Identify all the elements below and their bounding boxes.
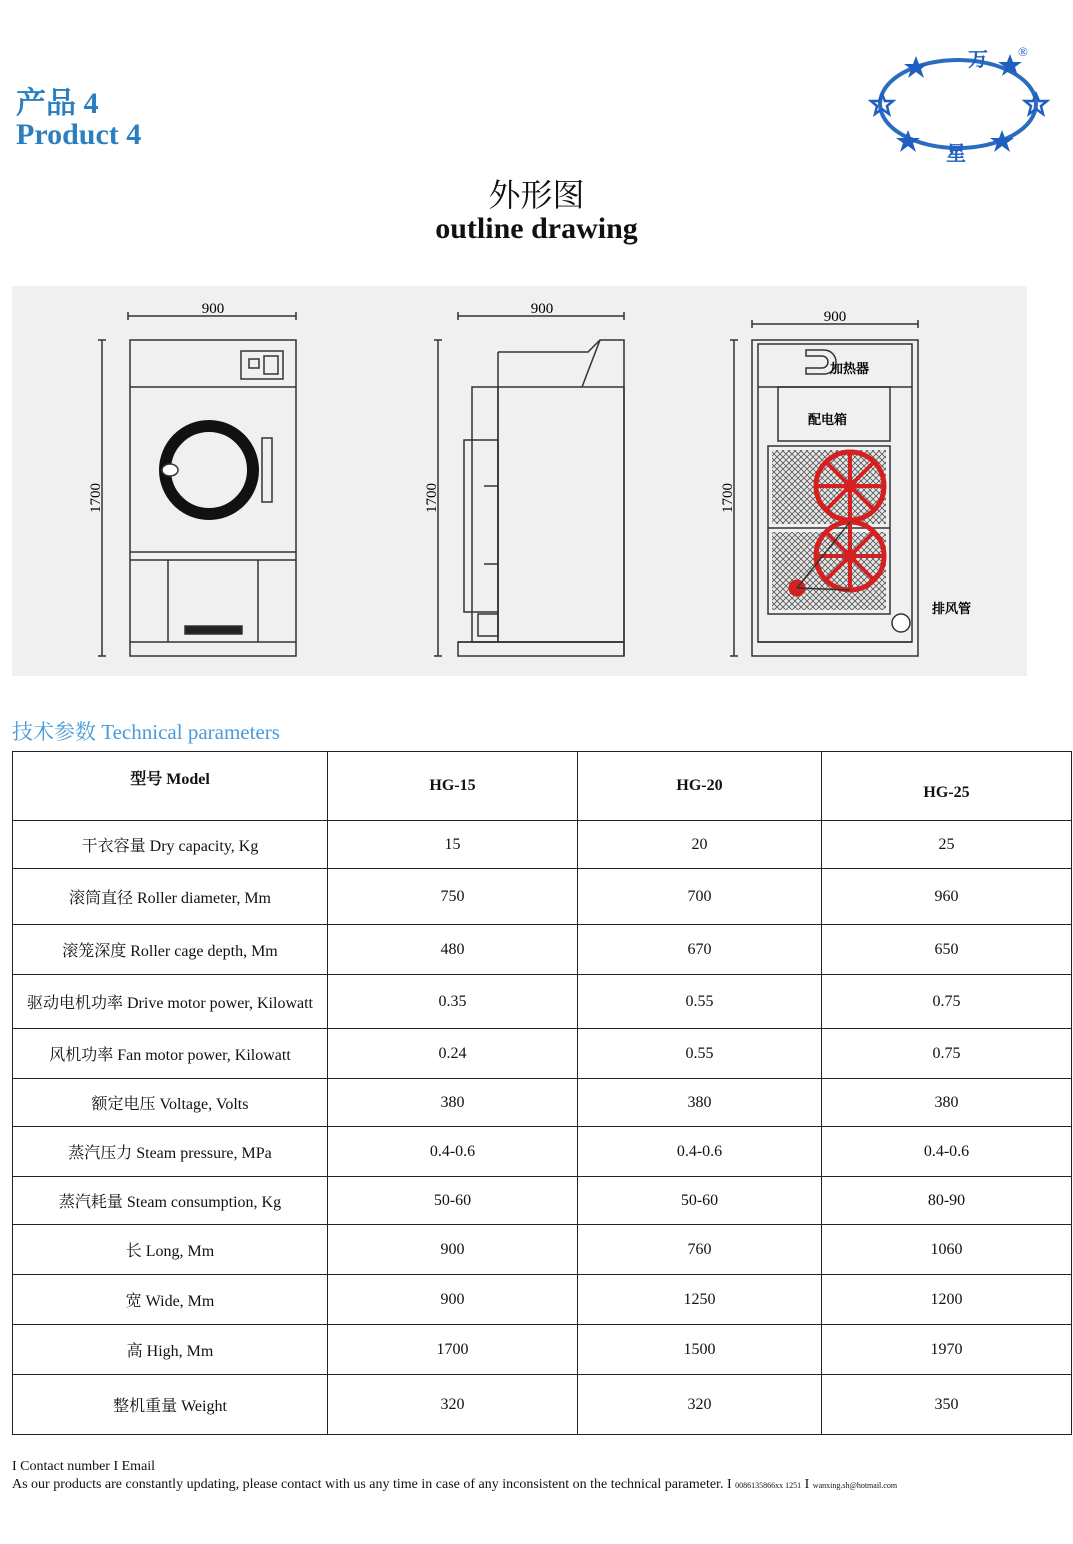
- param-value: 0.55: [578, 975, 822, 1029]
- param-label: 蒸汽耗量 Steam consumption, Kg: [13, 1177, 328, 1225]
- param-value: 50-60: [578, 1177, 822, 1225]
- table-row: [13, 1375, 1072, 1435]
- table-row: [13, 1127, 1072, 1177]
- param-value: 20: [578, 821, 822, 869]
- param-value: 0.4-0.6: [822, 1127, 1072, 1177]
- table-row: [13, 1177, 1072, 1225]
- param-value: 320: [578, 1375, 822, 1435]
- logo-char-bottom: 星: [946, 143, 966, 165]
- lower-mesh: [772, 532, 886, 610]
- table-row: [13, 975, 1072, 1029]
- param-label: 蒸汽压力 Steam pressure, MPa: [13, 1127, 328, 1177]
- parameters-table: [12, 751, 1072, 1435]
- product-title-cn: 产品 4: [16, 87, 99, 120]
- contact-email: wanxing.sh@hotmail.com: [812, 1481, 898, 1490]
- table-row: [13, 1079, 1072, 1127]
- front-door: [162, 426, 272, 514]
- param-value: 350: [822, 1375, 1072, 1435]
- side-view: [434, 312, 624, 656]
- param-label: 整机重量 Weight: [13, 1375, 328, 1435]
- param-value: 0.24: [328, 1029, 578, 1079]
- param-label: 风机功率 Fan motor power, Kilowatt: [13, 1029, 328, 1079]
- side-height-label: 1700: [424, 483, 440, 513]
- footer-separator: I: [804, 1477, 810, 1492]
- param-label: 宽 Wide, Mm: [13, 1275, 328, 1325]
- table-row: [13, 1275, 1072, 1325]
- param-label: 滚笼深度 Roller cage depth, Mm: [13, 925, 328, 975]
- param-label: 滚筒直径 Roller diameter, Mm: [13, 869, 328, 925]
- param-label: 长 Long, Mm: [13, 1225, 328, 1275]
- param-value: 900: [328, 1225, 578, 1275]
- header-cell-hg20: HG-20: [578, 752, 822, 821]
- back-height-label: 1700: [720, 483, 736, 513]
- table-row: [13, 1225, 1072, 1275]
- drawing-title-cn: 外形图: [488, 177, 585, 213]
- heater-label: 加热器: [830, 361, 870, 376]
- param-value: 1970: [822, 1325, 1072, 1375]
- param-label: 干衣容量 Dry capacity, Kg: [13, 821, 328, 869]
- param-value: 15: [328, 821, 578, 869]
- header-cell-model: 型号 Model: [13, 752, 328, 821]
- param-value: 0.35: [328, 975, 578, 1029]
- param-value: 0.75: [822, 1029, 1072, 1079]
- param-value: 900: [328, 1275, 578, 1325]
- param-label: 高 High, Mm: [13, 1325, 328, 1375]
- table-row: [13, 925, 1072, 975]
- contact-line: I Contact number I Email: [12, 1459, 156, 1474]
- param-value: 700: [578, 869, 822, 925]
- param-value: 760: [578, 1225, 822, 1275]
- param-value: 25: [822, 821, 1072, 869]
- header-cell-hg15: HG-15: [328, 752, 578, 821]
- param-value: 0.4-0.6: [578, 1127, 822, 1177]
- param-value: 1700: [328, 1325, 578, 1375]
- disclaimer-line: [12, 1477, 897, 1493]
- param-value: 1200: [822, 1275, 1072, 1325]
- param-label: 额定电压 Voltage, Volts: [13, 1079, 328, 1127]
- param-label: 驱动电机功率 Drive motor power, Kilowatt: [13, 975, 328, 1029]
- product-title-en: Product 4: [16, 118, 142, 151]
- registered-mark: ®: [1018, 44, 1028, 59]
- param-value: 670: [578, 925, 822, 975]
- back-width-label: 900: [823, 309, 847, 325]
- param-value: 380: [578, 1079, 822, 1127]
- param-value: 650: [822, 925, 1072, 975]
- section-title: 技术参数 Technical parameters: [12, 720, 280, 744]
- side-width-label: 900: [530, 301, 554, 317]
- param-value: 960: [822, 869, 1072, 925]
- param-value: 380: [328, 1079, 578, 1127]
- param-value: 80-90: [822, 1177, 1072, 1225]
- param-value: 1250: [578, 1275, 822, 1325]
- param-value: 380: [822, 1079, 1072, 1127]
- front-height-label: 1700: [88, 483, 104, 513]
- electric-box-label: 配电箱: [808, 412, 848, 427]
- param-value: 320: [328, 1375, 578, 1435]
- param-value: 0.4-0.6: [328, 1127, 578, 1177]
- param-value: 0.75: [822, 975, 1072, 1029]
- param-value: 1060: [822, 1225, 1072, 1275]
- front-width-label: 900: [201, 301, 225, 317]
- logo-char-top: 万: [968, 49, 988, 71]
- param-value: 480: [328, 925, 578, 975]
- table-header-row: [13, 752, 1072, 821]
- table-row: [13, 1325, 1072, 1375]
- table-row: [13, 869, 1072, 925]
- front-view: [98, 312, 296, 656]
- header-cell-hg25: HG-25: [822, 752, 1072, 821]
- disclaimer-text: As our products are constantly updating, please contact with us any time in case of any inconsistent on the technical parameter. I: [12, 1477, 732, 1492]
- table-row: [13, 821, 1072, 869]
- exhaust-label: 排风管: [932, 601, 972, 616]
- param-value: 1500: [578, 1325, 822, 1375]
- contact-phone: 0086135866xx 1251: [735, 1481, 802, 1490]
- param-value: 50-60: [328, 1177, 578, 1225]
- param-value: 0.55: [578, 1029, 822, 1079]
- drawing-title-en: outline drawing: [435, 212, 638, 245]
- brand-logo: [868, 38, 1056, 166]
- outline-drawing: [12, 286, 1027, 676]
- param-value: 750: [328, 869, 578, 925]
- table-row: [13, 1029, 1072, 1079]
